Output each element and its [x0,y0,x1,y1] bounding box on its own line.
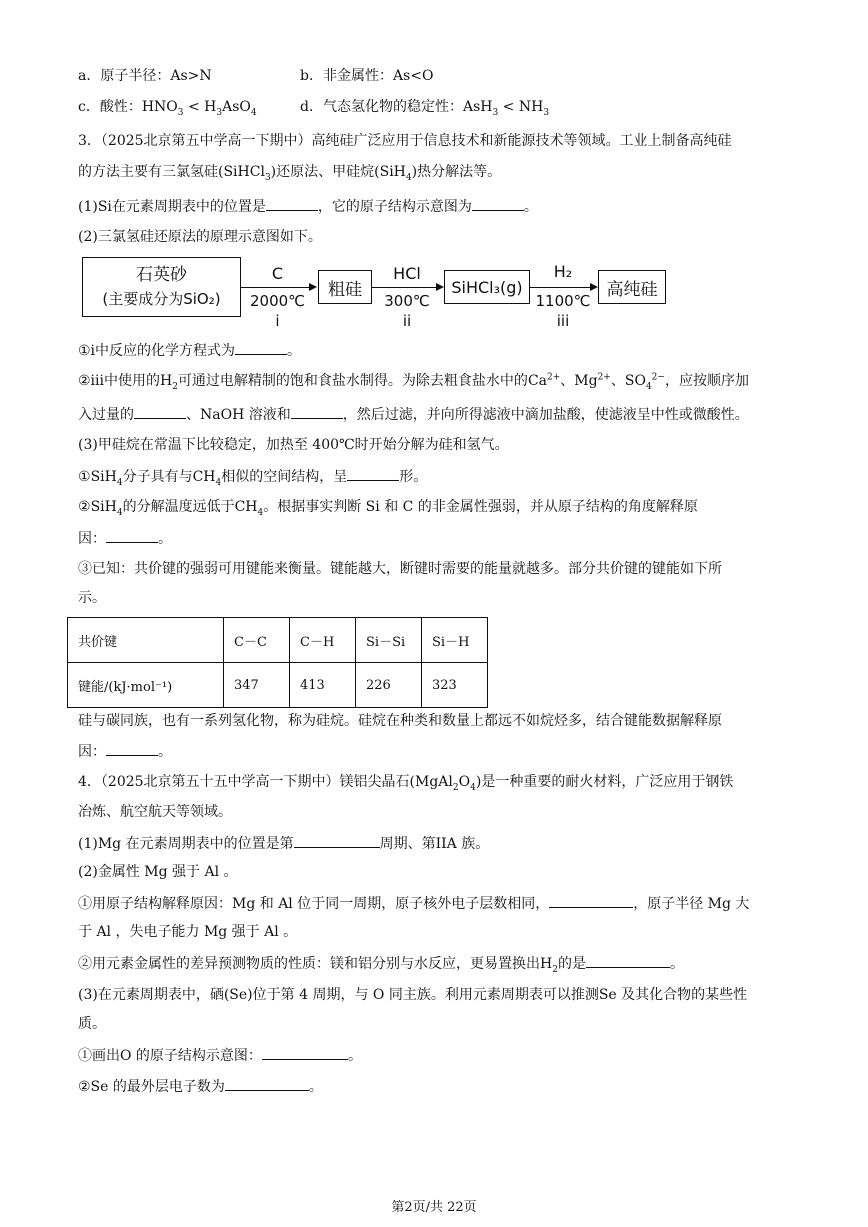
step1-temp: 2000℃ [249,292,306,310]
table-header-cell: C－H [290,618,356,663]
q4-part1: (1)Mg 在元素周期表中的位置是第 周期、第IIA 族。 [78,833,489,854]
table-cell: 347 [224,663,290,708]
table-header-cell: 共价键 [68,618,224,663]
q4-part2: (2)金属性 Mg 强于 Al 。 [78,864,238,880]
q3-part3-4-cont: 因： 。 [78,741,172,762]
answer-blank[interactable] [106,741,158,756]
answer-blank[interactable] [262,1045,348,1060]
arrow-step2 [372,287,442,288]
q3-part2-2-cont: 入过量的 、NaOH 溶液和 ，然后过滤，并向所得滤液中滴加盐酸，使滤液呈中性或微酸性。 [78,404,749,425]
q3-part1: (1)Si在元素周期表中的位置是 ，它的原子结构示意图为 。 [78,196,538,217]
table-cell: 226 [356,663,422,708]
q3-part3-1: ①SiH$_4$分子具有与$CH_4$相似的空间结构，呈 形。 [78,466,427,487]
q3-header: 3．（2025北京第五中学高一下期中）高纯硅广泛应用于信息技术和新能源技术等领域。工业上制备高纯硅 [78,133,732,149]
q3-header-line2: 的方法主要有三氯氢硅(SiHCl$_3$)还原法、甲硅烷(SiH$_4$)热分解法等。 [78,164,502,183]
table-row [68,663,488,708]
q4-header-line2: 冶炼、航空航天等领域。 [78,804,232,820]
trichlorosilane-box: SiHCl₃(g) [444,270,530,304]
arrow-step1 [240,287,315,288]
q4-part2-1-cont: 于 Al ，失电子能力 Mg 强于 Al 。 [78,924,298,940]
step3-reagent: H₂ [553,262,573,281]
step1-num: i [275,312,280,330]
quartz-sand-box: 石英砂 (主要成分为SiO₂) [82,257,241,317]
step2-num: ii [402,312,412,330]
answer-blank[interactable] [235,340,287,355]
table-cell: 键能/(kJ·mol⁻¹) [68,663,224,708]
answer-blank[interactable] [266,196,318,211]
q3-part3-2: ②SiH$_4$的分解温度远低于$CH_4$。根据事实判断 Si 和 C 的非金属性强弱，并从原子结构的角度解释原 [78,499,698,518]
table-header-cell: Si－H [422,618,488,663]
answer-blank[interactable] [347,466,399,481]
crude-silicon-box: 粗硅 [318,270,372,304]
q4-part2-2: ②用元素金属性的差异预测物质的性质：镁和铝分别与水反应，更易置换出$H_2$的是 。 [78,953,684,974]
option-a: a．原子半径：As>N [78,68,212,84]
answer-blank[interactable] [294,833,380,848]
q4-part3: (3)在元素周期表中，硒(Se)位于第 4 周期，与 O 同主族。利用元素周期表可以推测Se 及其化合物的某些性 [78,987,748,1003]
answer-blank[interactable] [225,1076,309,1091]
table-cell: 413 [290,663,356,708]
page-footer: 第2页/共 22页 [391,1200,477,1215]
q4-part3-cont: 质。 [78,1016,106,1032]
q4-part3-2: ②Se 的最外层电子数为 。 [78,1076,323,1097]
answer-blank[interactable] [134,404,186,419]
q3-part2-1: ①i中反应的化学方程式为 。 [78,340,301,361]
q4-header: 4．（2025北京第五十五中学高一下期中）镁铝尖晶石$(MgAl_2O_4)$是一种重要的耐火材料，广泛应用于钢铁 [78,774,734,793]
step3-temp: 1100℃ [535,292,591,310]
answer-blank[interactable] [472,196,524,211]
arrow-step3 [530,287,596,288]
high-purity-silicon-box: 高纯硅 [598,270,666,304]
option-d: d．气态氢化物的稳定性：$AsH_3 < NH_3$ [300,99,550,118]
q3-part3: (3)甲硅烷在常温下比较稳定，加热至 400℃时开始分解为硅和氢气。 [78,437,509,453]
q4-part3-1: ①画出O 的原子结构示意图： 。 [78,1045,362,1066]
bond-energy-table [67,617,488,708]
option-c: c．酸性：$HNO_3 < H_3AsO_4$ [78,99,257,118]
step1-reagent: C [271,264,284,283]
option-b: b．非金属性：As<O [300,68,434,84]
answer-blank[interactable] [106,528,158,543]
table-cell: 323 [422,663,488,708]
answer-blank[interactable] [291,404,343,419]
table-header-cell: C－C [224,618,290,663]
q3-part2-2: ②iii中使用的$H_2$可通过电解精制的饱和食盐水制得。为除去粗食盐水中的$Ca^{2+}$、$Mg^{2+}$、$SO_4^{2-}$，应按顺序加 [78,372,749,392]
table-header-cell: Si－Si [356,618,422,663]
q3-part3-3-cont: 示。 [78,590,106,606]
q4-part2-1: ①用原子结构解释原因：Mg 和 Al 位于同一周期，原子核外电子层数相同， ，原子半径 Mg 大 [78,893,749,914]
step2-reagent: HCl [393,264,421,283]
table-row [68,618,488,663]
step2-temp: 300℃ [384,292,430,310]
step3-num: iii [556,312,570,330]
q3-part3-4: 硅与碳同族，也有一系列氢化物，称为硅烷。硅烷在种类和数量上都远不如烷烃多，结合键能数据解释原 [78,713,722,729]
q3-part3-3: ③已知：共价键的强弱可用键能来衡量。键能越大，断键时需要的能量就越多。部分共价键的键能如下所 [78,561,722,577]
answer-blank[interactable] [549,893,633,908]
q3-part3-2-cont: 因： 。 [78,528,172,549]
q3-part2: (2)三氯氢硅还原法的原理示意图如下。 [78,229,322,245]
answer-blank[interactable] [586,953,670,968]
